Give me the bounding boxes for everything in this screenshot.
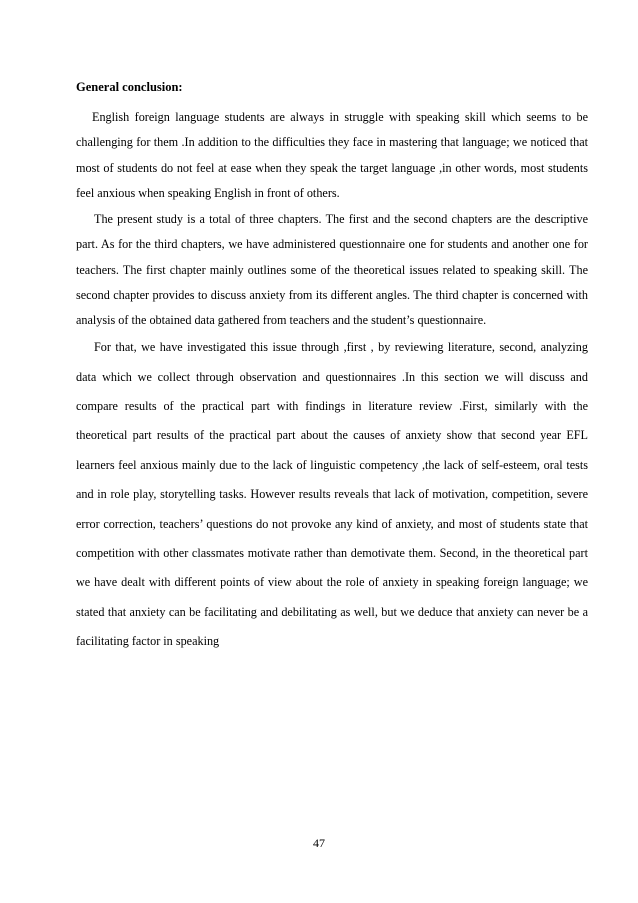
section-heading: General conclusion: (76, 80, 183, 94)
paragraph-study-overview: The present study is a total of three chapters. The first and the second chapters are the descriptive part. As for the third chapters, we have administered questionnaire one for students and another one for teachers. The first chapter mainly outlines some of the theoretical issues related to speaking skill. The second chapter provides to discuss anxiety from its different angles. The third chapter is concerned with analysis of the obtained data gathered from teachers and the student’s questionnaire. (76, 212, 588, 327)
page-number: 47 (313, 836, 325, 850)
document-page (76, 79, 588, 657)
paragraph-intro: English foreign language students are always in struggle with speaking skill which seems to be challenging for them .In addition to the difficulties they face in mastering that language; we noticed that most of students do not feel at ease when they speak the target language ,in other words, most students feel anxious when speaking English in front of others. (76, 110, 588, 200)
paragraph-results-discussion: For that, we have investigated this issue through ,first , by reviewing literature, second, analyzing data which we collect through observation and questionnaires .In this section we will discuss and compare results of the practical part with findings in literature review .First, similarly with the theoretical part results of the practical part about the causes of anxiety show that second year EFL learners feel anxious mainly due to the lack of linguistic competency ,the lack of self-esteem, oral tests and in role play, storytelling tasks. However results reveals that lack of motivation, competition, severe error correction, teachers’ questions do not provoke any kind of anxiety, and most of students state that competition with other classmates motivate rather than demotivate them. Second, in the theoretical part we have dealt with different points of view about the role of anxiety in speaking foreign language; we stated that anxiety can be facilitating and debilitating as well, but we deduce that anxiety can never be a facilitating factor in speaking (76, 340, 588, 649)
